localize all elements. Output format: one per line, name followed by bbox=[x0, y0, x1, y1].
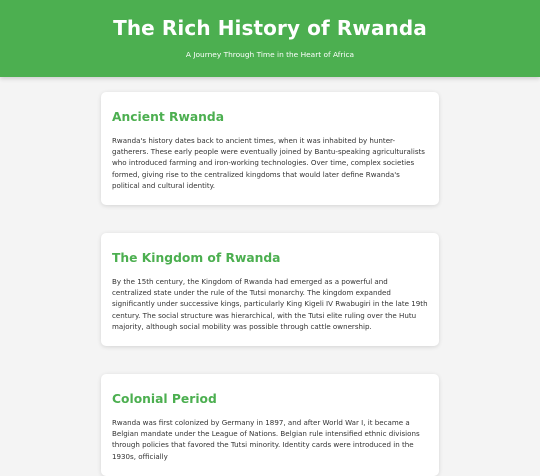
section-ancient-rwanda bbox=[101, 92, 439, 205]
section-colonial-period bbox=[101, 374, 439, 476]
section-body: By the 15th century, the Kingdom of Rwanda had emerged as a powerful and centralized state under the rule of the Tutsi monarchy. The kingdom expanded significantly under successive kings, particularly King Kigeli IV Rwabugiri in the late 19th century. The social structure was hierarchical, with the Tutsi elite ruling over the Hutu majority, although social mobility was possible through cattle ownership. bbox=[112, 277, 428, 331]
page-title: The Rich History of Rwanda bbox=[113, 16, 427, 40]
main-content bbox=[101, 92, 439, 476]
section-body: Rwanda was first colonized by Germany in 1897, and after World War I, it became a Belgian mandate under the League of Nations. Belgian rule intensified ethnic divisions through policies that favored the Tutsi minority. Identity cards were introduced in the 1930s, officially bbox=[112, 418, 420, 461]
section-title: Ancient Rwanda bbox=[112, 110, 225, 124]
page-subtitle: A Journey Through Time in the Heart of Africa bbox=[185, 50, 355, 59]
section-title: Colonial Period bbox=[112, 392, 217, 407]
section-kingdom-of-rwanda bbox=[101, 233, 439, 346]
section-body: Rwanda's history dates back to ancient times, when it was inhabited by hunter-gatherers. These early people were eventually joined by Bantu-speaking agriculturalists who introduced farming and iron-working technologies. Over time, complex societies formed, giving rise to the centralized kingdoms that would later define Rwanda's political and cultural identity. bbox=[112, 136, 425, 190]
site-header bbox=[0, 0, 540, 77]
section-title: The Kingdom of Rwanda bbox=[112, 251, 281, 266]
